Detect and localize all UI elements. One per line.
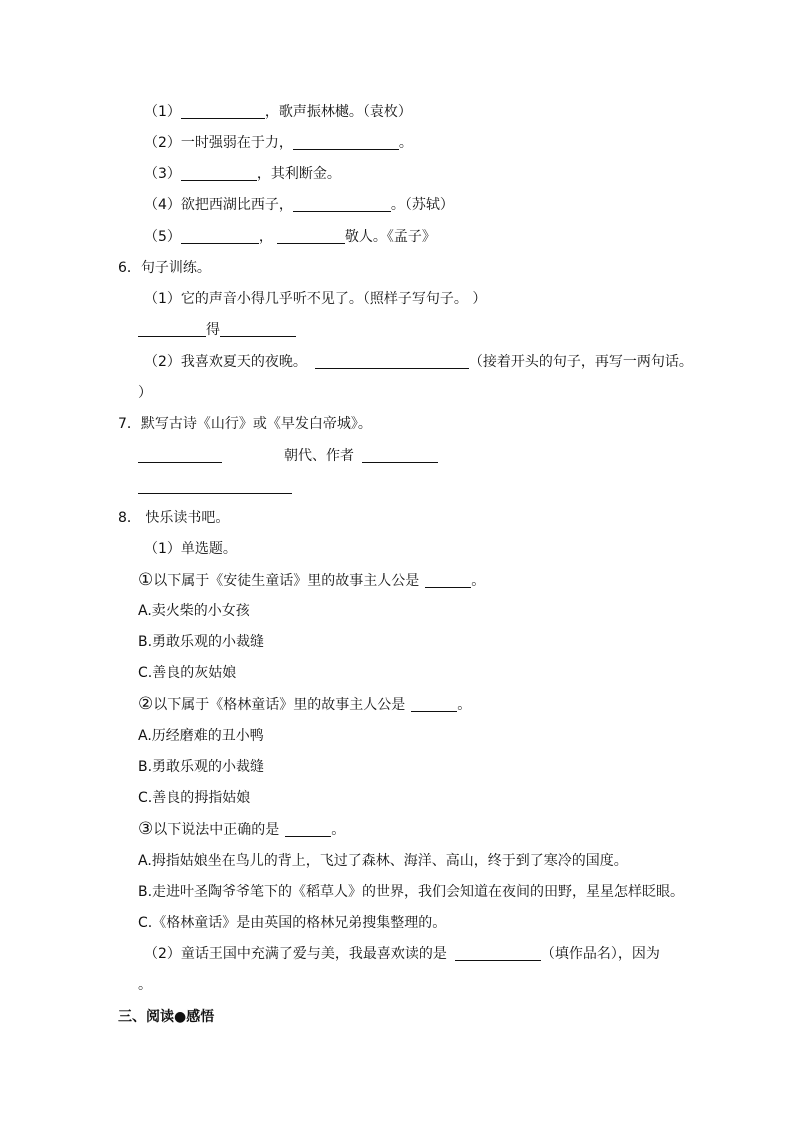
q8-title: 8． 快乐读书吧。 — [118, 510, 230, 526]
sub2-tail: （填作品名），因为 — [540, 946, 660, 962]
q6-part2-close: ） — [138, 385, 152, 401]
item-number: （5） — [144, 229, 181, 245]
answer-blank[interactable] — [293, 135, 399, 150]
mc1-option-c[interactable]: C.善良的灰姑娘 — [138, 665, 237, 681]
item-number: （4） — [144, 197, 181, 213]
mc3-option-b[interactable]: B.走进叶圣陶爷爷笔下的《稻草人》的世界，我们会知道在夜间的田野，星星怎样眨眼。 — [138, 884, 685, 900]
sub2-text: （2）童话王国中充满了爱与美，我最喜欢读的是 — [144, 946, 447, 962]
mc3-option-a[interactable]: A.拇指姑娘坐在鸟儿的背上，飞过了森林、海洋、高山，终于到了寒冷的国度。 — [138, 853, 628, 869]
item-text: 欲把西湖比西子， — [180, 197, 293, 213]
q7-poem-line — [138, 477, 292, 497]
question-text: 以下属于《安徒生童话》里的故事主人公是 — [153, 573, 420, 589]
item-number: （3） — [144, 166, 181, 182]
item-end: 。 — [398, 135, 413, 151]
q5-item-3 — [144, 164, 341, 184]
mc3-stem — [138, 819, 345, 840]
q8-sub1: （1）单选题。 — [144, 541, 237, 557]
question-end: 。 — [457, 697, 472, 713]
mc2-option-a[interactable]: A.历经磨难的丑小鸭 — [138, 728, 264, 744]
mc2-option-c[interactable]: C.善良的拇指姑娘 — [138, 790, 251, 806]
answer-blank[interactable] — [181, 229, 259, 244]
part-tail: （接着开头的句子，再写一两句话。 — [468, 354, 693, 370]
answer-blank[interactable] — [285, 822, 331, 837]
answer-blank[interactable] — [181, 104, 265, 119]
dynasty-author-blank[interactable] — [362, 448, 438, 463]
item-text: ，歌声振林樾。（袁枚） — [264, 104, 412, 120]
q7-title: 7．默写古诗《山行》或《早发白帝城》。 — [118, 416, 372, 432]
q6-part1-answer — [138, 320, 296, 340]
question-end: 。 — [471, 573, 486, 589]
item-number: （1） — [144, 104, 181, 120]
question-end: 。 — [331, 822, 346, 838]
item-number: （2） — [144, 135, 181, 151]
poem-blank[interactable] — [138, 479, 292, 494]
q8-sub2 — [144, 944, 660, 964]
dynasty-author-label: 朝代、作者 — [284, 448, 354, 464]
q5-item-4 — [144, 195, 454, 215]
question-mark: ③ — [138, 819, 154, 839]
answer-blank[interactable] — [293, 197, 391, 212]
part-text: （2）我喜欢夏天的夜晚。 — [144, 354, 307, 370]
q6-part2 — [144, 352, 693, 372]
mc2-stem — [138, 694, 471, 715]
answer-blank[interactable] — [315, 354, 469, 369]
answer-connector: 得 — [206, 322, 220, 338]
item-separator: ， — [258, 229, 273, 245]
q5-item-5 — [144, 227, 436, 247]
mc2-option-b[interactable]: B.勇敢乐观的小裁缝 — [138, 759, 265, 775]
mc1-stem — [138, 570, 485, 591]
mc3-option-c[interactable]: C.《格林童话》是由英国的格林兄弟搜集整理的。 — [138, 915, 447, 931]
item-text: ，其利断金。 — [256, 166, 341, 182]
question-text: 以下属于《格林童话》里的故事主人公是 — [153, 697, 406, 713]
favorite-work-blank[interactable] — [455, 946, 541, 961]
question-mark: ② — [138, 694, 154, 714]
poem-title-blank[interactable] — [138, 448, 222, 463]
q8-sub2-end: 。 — [138, 977, 152, 993]
answer-blank[interactable] — [220, 322, 296, 337]
question-text: 以下说法中正确的是 — [153, 822, 280, 838]
answer-blank[interactable] — [138, 322, 206, 337]
answer-blank[interactable] — [411, 697, 457, 712]
q6-title: 6．句子训练。 — [118, 260, 211, 276]
section-3-heading: 三、阅读●感悟 — [118, 1009, 215, 1025]
q6-part1: （1）它的声音小得几乎听不见了。（照样子写句子。 ） — [144, 291, 487, 307]
answer-blank[interactable] — [181, 166, 257, 181]
mc1-option-a[interactable]: A.卖火柴的小女孩 — [138, 603, 250, 619]
q7-answer-row — [138, 446, 438, 466]
answer-blank[interactable] — [277, 229, 345, 244]
item-text: 敬人。《孟子》 — [344, 229, 436, 245]
item-end: 。（苏轼） — [390, 197, 454, 213]
question-mark: ① — [138, 570, 154, 590]
answer-blank[interactable] — [425, 573, 471, 588]
mc1-option-b[interactable]: B.勇敢乐观的小裁缝 — [138, 634, 265, 650]
q5-item-1 — [144, 102, 412, 122]
q5-item-2 — [144, 133, 413, 153]
item-text: 一时强弱在于力， — [180, 135, 293, 151]
